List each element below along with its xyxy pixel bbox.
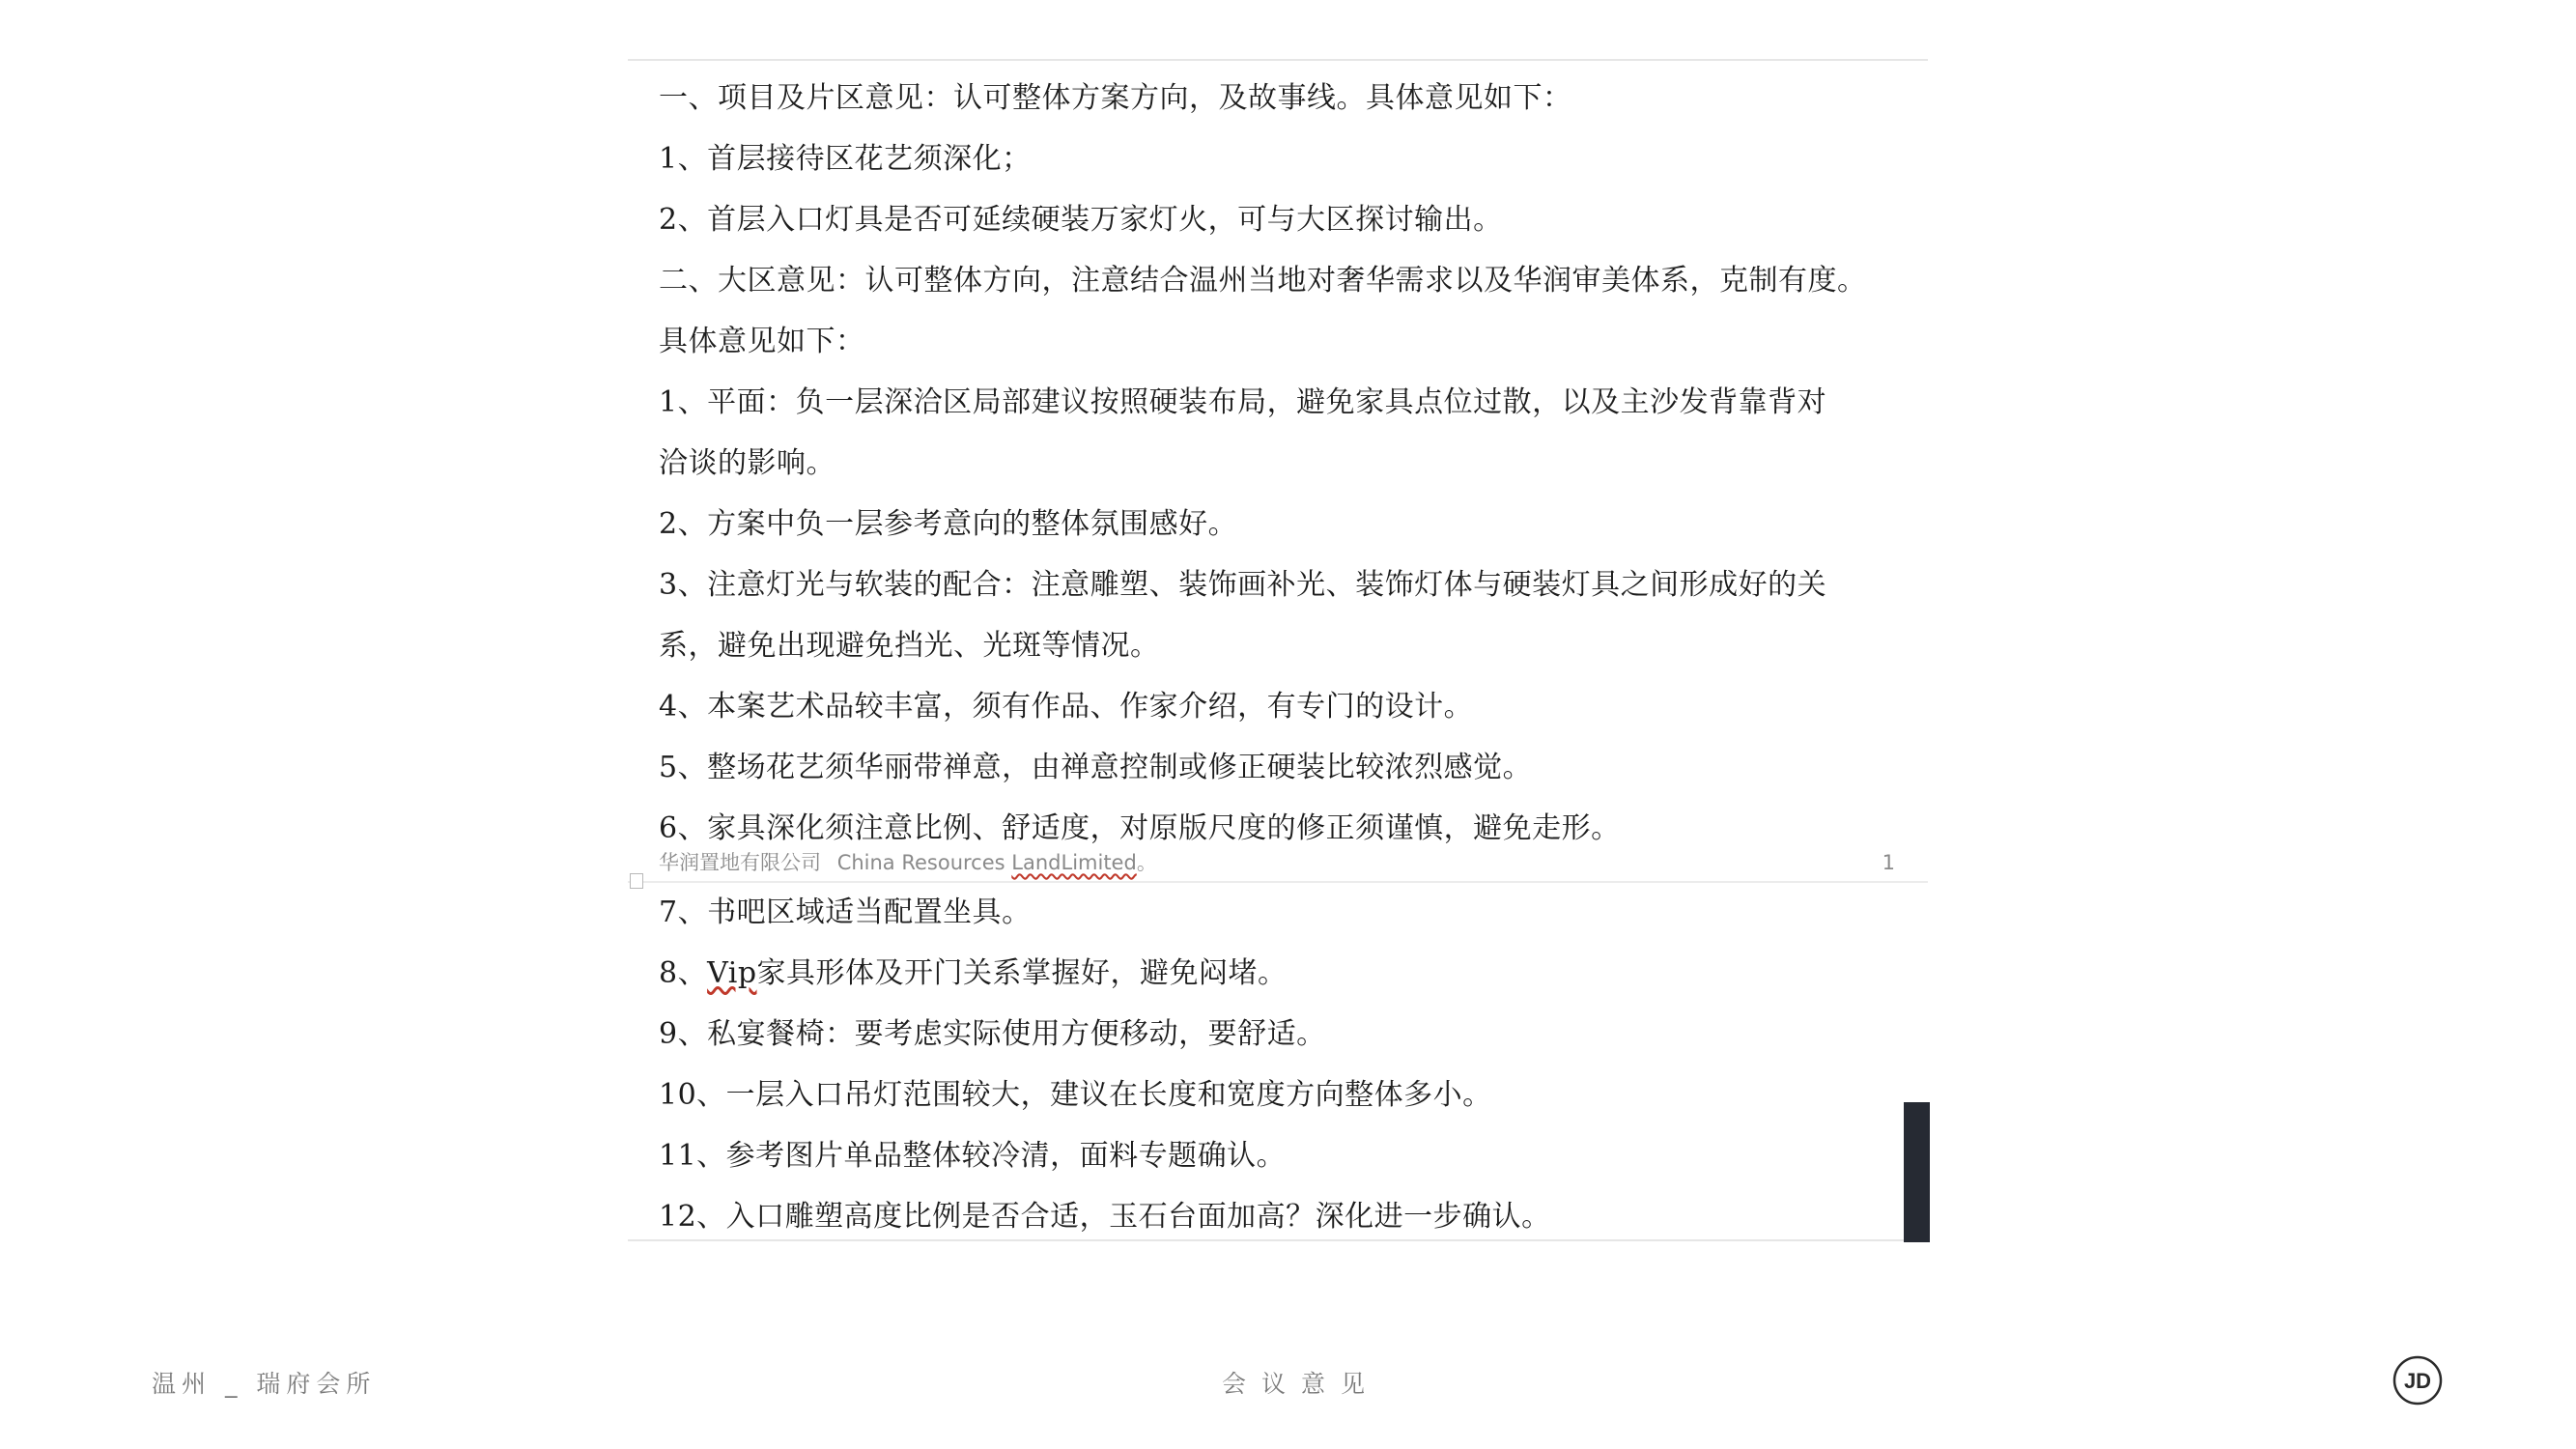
footer-company-end: 。 [1136,851,1157,874]
document-page-2 [659,882,1934,1247]
doc-line: 6、家具深化须注意比例、舒适度，对原版尺度的修正须谨慎，避免走形。 [659,811,1621,845]
doc-line: 2、方案中负一层参考意向的整体氛围感好。 [659,507,1238,541]
page-break-marker [630,873,643,889]
doc-line: 12、入口雕塑高度比例是否合适，玉石台面加高？深化进一步确认。 [659,1200,1551,1234]
doc-line: 9、私宴餐椅：要考虑实际使用方便移动，要舒适。 [659,1017,1326,1051]
vip-word: Vip [707,956,757,990]
doc-line: 洽谈的影响。 [659,446,835,480]
doc-line: 1、平面：负一层深洽区局部建议按照硬装布局，避免家具点位过散，以及主沙发背靠背对 [659,385,1827,419]
footer-company-cn: 华润置地有限公司 [659,851,821,874]
page-number: 1 [1882,851,1895,874]
doc-line-prefix: 8、 [659,956,708,990]
doc-line [659,943,1934,1004]
doc-line: 5、整场花艺须华丽带禅意，由禅意控制或修正硬装比较浓烈感觉。 [659,751,1533,784]
footer-company-en: China Resources [836,851,1005,874]
page-footer [659,848,1895,877]
doc-line: 二、大区意见：认可整体方向，注意结合温州当地对奢华需求以及华润审美体系，克制有度。 [659,264,1867,298]
doc-line: 2、首层入口灯具是否可延续硬装万家灯火，可与大区探讨输出。 [659,203,1503,237]
doc-line: 10、一层入口吊灯范围较大，建议在长度和宽度方向整体多小。 [659,1078,1492,1112]
footer-company-en-underlined: LandLimited [1011,851,1137,874]
section-title: 会议意见 [1222,1370,1381,1398]
doc-line: 具体意见如下： [659,325,865,358]
jd-logo-icon [2392,1355,2443,1406]
doc-line: 7、书吧区域适当配置坐具。 [659,895,1032,929]
document-page-1 [659,68,1934,859]
doc-line: 3、注意灯光与软装的配合：注意雕塑、装饰画补光、装饰灯体与硬装灯具之间形成好的关 [659,568,1827,602]
document-bottom-edge [628,1239,1928,1241]
doc-line: 一、项目及片区意见：认可整体方案方向，及故事线。具体意见如下： [659,81,1572,115]
document-top-edge [628,59,1928,61]
doc-line-rest: 家具形体及开门关系掌握好，避免闷堵。 [756,956,1288,990]
project-label: 温州 _ 瑞府会所 [152,1370,377,1398]
doc-line: 系，避免出现避免挡光、光斑等情况。 [659,629,1160,663]
doc-line: 11、参考图片单品整体较冷清，面料专题确认。 [659,1139,1287,1173]
scrollbar-thumb[interactable] [1904,1102,1930,1242]
doc-line: 4、本案艺术品较丰富，须有作品、作家介绍，有专门的设计。 [659,690,1474,724]
doc-line: 1、首层接待区花艺须深化； [659,142,1032,176]
logo-text: JD [2403,1369,2432,1393]
